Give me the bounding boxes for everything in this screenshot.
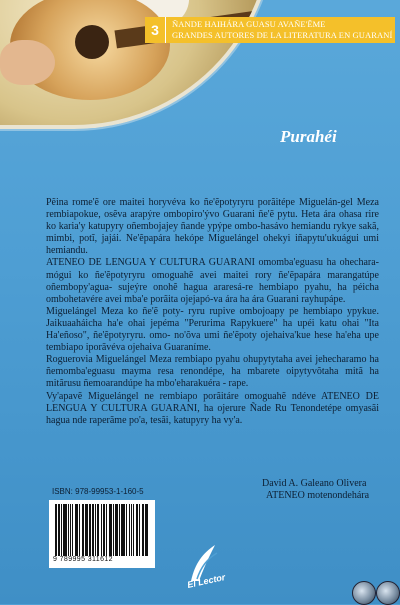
- paragraph: Roguerovia Miguelángel Meza rembiapo pyahu ohupytytaha avei jehecharamo ha ñemomba'eguasu mayma resa renondépe, ha mbarete oipytyvõtaha mitã ha mitãrusu ñemoarandúpe ha mbo'eharakuéra - rape.: [46, 354, 379, 390]
- barcode-bar: [137, 504, 138, 556]
- paragraph: Miguelángel Meza ko ñe'ẽ poty- ryru rupive ombojoapy pe hembiapo ypykue. Jaikuaaháicha ha'e ohai jepéma "Perurima Rapykuere" ha upéi katu ohai "Ita Ha'eñoso", ñe'ẽpotyryru. omo- no'õva umi ñe'ẽpoty ojehaiva'kue hese ha'eha upe tembiapo iporãvéva ojehaiva Guaraníme.: [46, 305, 379, 354]
- barcode-bar: [83, 504, 84, 556]
- barcode-bar: [103, 504, 105, 556]
- barcode-bar: [72, 504, 73, 556]
- series-title-spanish: GRANDES AUTORES DE LA LITERATURA EN GUARANÍ: [172, 30, 393, 40]
- barcode-bar: [98, 504, 99, 556]
- barcode-bar: [113, 504, 114, 556]
- barcode-bar: [119, 504, 120, 556]
- book-title: Purahéi: [280, 127, 337, 146]
- barcode-bar: [124, 504, 125, 556]
- barcode-bar: [79, 504, 81, 556]
- guitar-soundhole: [75, 25, 109, 59]
- barcode-bar: [139, 504, 141, 556]
- barcode-bar: [64, 504, 66, 556]
- signature-name: David A. Galeano Olivera: [262, 478, 367, 489]
- paragraph: ATENEO DE LENGUA Y CULTURA GUARANI omomba'eguasu ha ohechara- mógui ko ñe'ẽpotyryru omoguahẽ avei maitei rory ñe'ẽpapára marangatúpe oñembopy'agua- sujeýre onohẽ hagua araresá-re hembiapo pyahu, ha péicha ombohetavére avei mba'e porãita ojejapó-va ára ha ára Guarani rayhupápe.: [46, 257, 379, 305]
- barcode-bars: [55, 504, 149, 556]
- paragraph: Pẽina rome'ẽ ore maitei horyvéva ko ñe'ẽpotyryru porãitépe Miguelán-gel Meza rembiapokue, osẽva arapýre ombopiro'ývo Guarani ñe'ẽ pytu. Heta ára ohasa rire ko karia'y katupyry oñembojajey ñande ypýpe ombo-hasávo hemiandu rykye sakã, mimbi, potĩ, jajái. Ne'ẽpapára hekópe Miguelángel ohekyi iñapytu'ukuágui umi hemiandu.: [46, 197, 379, 257]
- barcode-bar: [97, 504, 98, 556]
- barcode-bar: [85, 504, 87, 556]
- barcode-bar: [143, 504, 144, 556]
- series-number: 3: [145, 17, 166, 43]
- sticker-icon: [376, 581, 400, 605]
- barcode-bar: [56, 504, 57, 556]
- barcode-bar: [90, 504, 91, 556]
- barcode-bar: [131, 504, 133, 556]
- barcode-bar: [133, 504, 134, 556]
- barcode: [49, 500, 155, 568]
- barcode-bar: [126, 504, 127, 556]
- barcode-bar: [106, 504, 107, 556]
- series-title-guarani: ÑANDE HAIHÁRA GUASU AVAÑE'ẼME: [172, 19, 326, 29]
- isbn-label: ISBN: 978-99953-1-160-5: [52, 487, 144, 496]
- barcode-bar: [76, 504, 78, 556]
- barcode-bar: [70, 504, 72, 556]
- barcode-bar: [92, 504, 94, 556]
- publisher-name: El Lector: [186, 572, 227, 590]
- signature-org: ATENEO motenondehára: [266, 490, 370, 501]
- barcode-bar: [116, 504, 118, 556]
- hand-shape: [0, 40, 55, 85]
- barcode-bar: [63, 504, 64, 556]
- barcode-bar: [110, 504, 112, 556]
- paragraph: Vy'apavẽ Miguelángel ne rembiapo porãitáre omoguahẽ ndéve ATENEO DE LENGUA Y CULTURA GUARANI, ha ojerure Ñade Ru Tenondetépe omyasãi hagua nde raperãme po'a, tesãi, katupyry ha vy'a.: [46, 390, 379, 426]
- sticker-icon: [352, 581, 376, 605]
- back-cover-text: [46, 197, 379, 427]
- barcode-bar: [58, 504, 60, 556]
- barcode-bar: [145, 504, 147, 556]
- barcode-digits: 9 789995 311612: [53, 556, 113, 563]
